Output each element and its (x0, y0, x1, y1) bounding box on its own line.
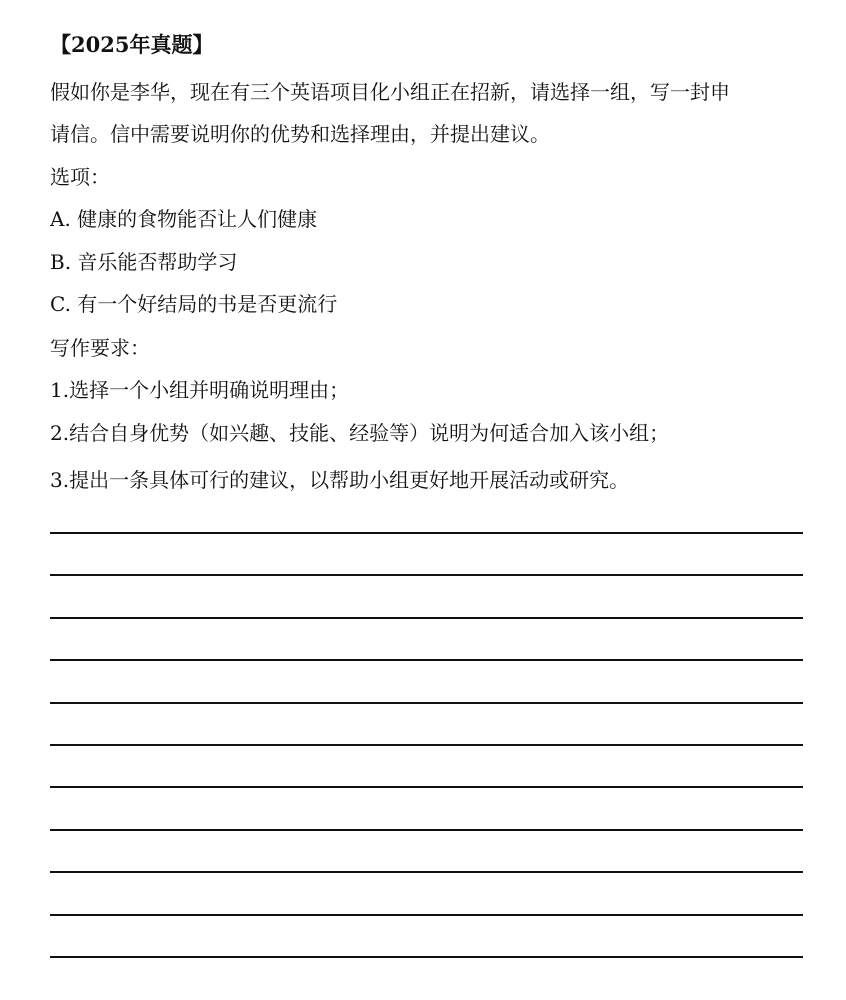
writing-line[interactable] (50, 617, 803, 619)
writing-line[interactable] (50, 786, 803, 788)
requirements-heading: 写作要求： (50, 336, 150, 360)
writing-line[interactable] (50, 744, 803, 746)
option-b: B. 音乐能否帮助学习 (50, 250, 238, 274)
prompt-line-2: 请信。信中需要说明你的优势和选择理由，并提出建议。 (50, 122, 550, 146)
options-heading: 选项： (50, 165, 110, 189)
writing-line[interactable] (50, 829, 803, 831)
writing-line[interactable] (50, 574, 803, 576)
requirement-3: 3.提出一条具体可行的建议，以帮助小组更好地开展活动或研究。 (50, 468, 630, 492)
writing-line[interactable] (50, 702, 803, 704)
writing-line[interactable] (50, 659, 803, 661)
requirement-1: 1.选择一个小组并明确说明理由； (50, 378, 350, 402)
exam-title: 【2025年真题】 (50, 32, 214, 57)
writing-line[interactable] (50, 956, 803, 958)
writing-line[interactable] (50, 914, 803, 916)
option-a: A. 健康的食物能否让人们健康 (50, 207, 318, 231)
prompt-line-1: 假如你是李华，现在有三个英语项目化小组正在招新，请选择一组，写一封申 (50, 80, 730, 104)
writing-line[interactable] (50, 871, 803, 873)
requirement-2: 2.结合自身优势（如兴趣、技能、经验等）说明为何适合加入该小组； (50, 421, 670, 445)
option-c: C. 有一个好结局的书是否更流行 (50, 292, 338, 316)
writing-line[interactable] (50, 532, 803, 534)
